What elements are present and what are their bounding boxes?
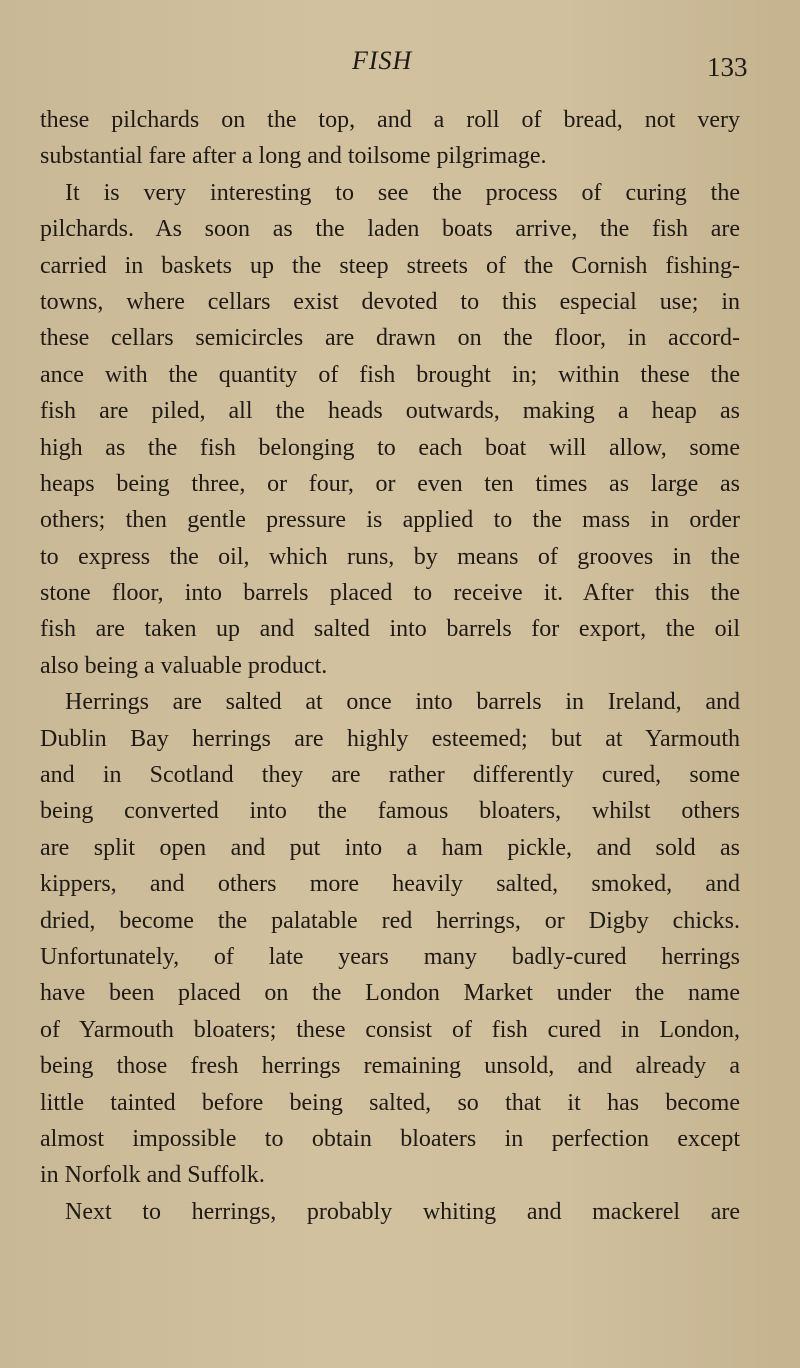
page-number: 133	[707, 52, 748, 82]
text-line: carried in baskets up the steep streets of the Cornish fishing-	[40, 252, 740, 279]
text-line: high as the fish belonging to each boat will allow, some	[40, 434, 740, 461]
text-line: are split open and put into a ham pickle, and sold as	[40, 834, 740, 861]
text-line: have been placed on the London Market under the name	[40, 980, 740, 1007]
text-line: Dublin Bay herrings are highly esteemed; but at Yarmouth	[40, 725, 740, 752]
text-line: in Norfolk and Suffolk.	[40, 1162, 265, 1189]
text-line: being converted into the famous bloaters, whilst others	[40, 798, 740, 825]
text-line: Herrings are salted at once into barrels in Ireland, and	[65, 689, 740, 716]
text-line: of Yarmouth bloaters; these consist of fish cured in London,	[40, 1016, 740, 1043]
text-line: to express the oil, which runs, by means of grooves in the	[40, 543, 740, 570]
text-line: dried, become the palatable red herrings, or Digby chicks.	[40, 907, 740, 934]
text-line: others; then gentle pressure is applied to the mass in order	[40, 507, 740, 534]
text-line: and in Scotland they are rather differently cured, some	[40, 762, 740, 789]
text-line: kippers, and others more heavily salted, smoked, and	[40, 871, 740, 898]
text-line: little tainted before being salted, so that it has become	[40, 1089, 740, 1116]
running-title: FISH	[352, 46, 413, 75]
text-line: towns, where cellars exist devoted to this especial use; in	[40, 288, 740, 315]
text-line: Unfortunately, of late years many badly-cured herrings	[40, 943, 740, 970]
text-line: these pilchards on the top, and a roll of bread, not very	[40, 107, 740, 133]
text-line: It is very interesting to see the process of curing the	[65, 179, 740, 206]
text-line: fish are taken up and salted into barrels for export, the oil	[40, 616, 740, 643]
text-line: almost impossible to obtain bloaters in perfection except	[40, 1125, 740, 1152]
text-line: stone floor, into barrels placed to receive it. After this the	[40, 580, 740, 607]
text-line: substantial fare after a long and toilsome pilgrimage.	[40, 143, 547, 170]
text-line: also being a valuable product.	[40, 652, 328, 679]
text-line: Next to herrings, probably whiting and mackerel are	[65, 1198, 740, 1225]
text-line: ance with the quantity of fish brought in; within these the	[40, 361, 740, 388]
text-line: pilchards. As soon as the laden boats arrive, the fish are	[40, 216, 740, 243]
text-line: heaps being three, or four, or even ten times as large as	[40, 470, 740, 497]
text-line: fish are piled, all the heads outwards, making a heap as	[40, 398, 740, 425]
text-line: being those fresh herrings remaining unsold, and already a	[40, 1053, 740, 1080]
text-line: these cellars semicircles are drawn on the floor, in accord-	[40, 325, 740, 352]
body-text	[40, 102, 740, 1230]
running-head	[0, 46, 800, 86]
